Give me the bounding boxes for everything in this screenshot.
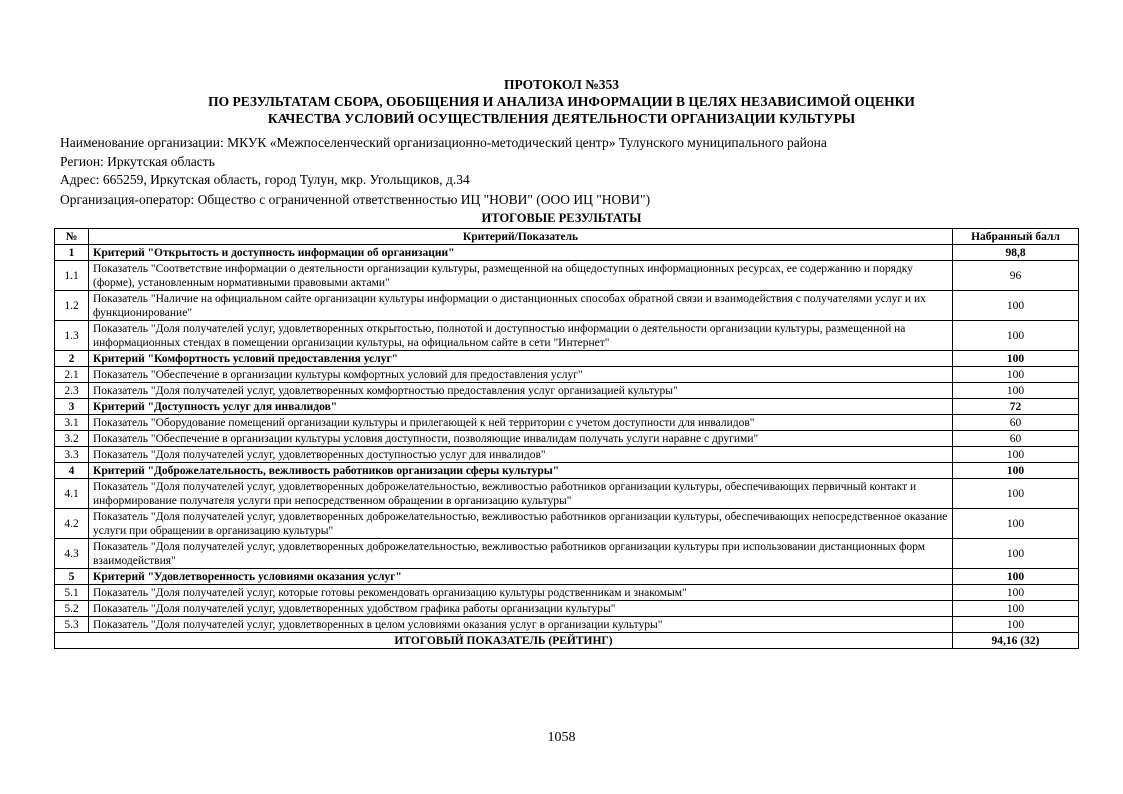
row-number: 2.1	[55, 367, 89, 383]
indicator-row	[55, 383, 1079, 399]
indicator-row	[55, 447, 1079, 463]
indicator-row	[55, 617, 1079, 633]
row-number: 5.3	[55, 617, 89, 633]
indicator-row	[55, 367, 1079, 383]
organization-name: Наименование организации: МКУК «Межпоселенческий организационно-методический центр» Тулунского муниципального района	[60, 135, 827, 150]
criterion-row	[55, 399, 1079, 415]
row-number: 1.3	[55, 321, 89, 351]
row-name: Показатель "Наличие на официальном сайте организации культуры информации о дистанционных способах обратной связи и взаимодействия с получателями услуг и их функционирование"	[89, 291, 953, 321]
indicator-row	[55, 431, 1079, 447]
total-row	[55, 633, 1079, 649]
row-score: 100	[953, 447, 1079, 463]
row-score: 100	[953, 367, 1079, 383]
row-name: Показатель "Доля получателей услуг, удовлетворенных открытостью, полнотой и доступностью информации о деятельности организации культуры, размещенной на информационных стендах в помещении организации культуры, на официальном сайте в сети "Интернет"	[89, 321, 953, 351]
protocol-title: ПРОТОКОЛ №353	[503, 77, 620, 92]
header-num: №	[55, 229, 89, 245]
row-score: 100	[953, 617, 1079, 633]
row-number: 4.3	[55, 539, 89, 569]
row-name: Показатель "Доля получателей услуг, удовлетворенных доброжелательностью, вежливостью работников организации культуры при использовании дистанционных форм взаимодействия"	[89, 539, 953, 569]
row-name: Показатель "Доля получателей услуг, удовлетворенных комфортностью предоставления услуг организацией культуры"	[89, 383, 953, 399]
row-score: 60	[953, 431, 1079, 447]
row-name: Критерий "Открытость и доступность информации об организации"	[89, 245, 953, 261]
row-score: 100	[953, 601, 1079, 617]
row-number: 5.1	[55, 585, 89, 601]
row-number: 4	[55, 463, 89, 479]
row-number: 5.2	[55, 601, 89, 617]
page-number: 1058	[547, 730, 576, 745]
row-number: 3	[55, 399, 89, 415]
row-name: Показатель "Обеспечение в организации культуры комфортных условий для предоставления услуг"	[89, 367, 953, 383]
row-score: 100	[953, 351, 1079, 367]
row-name: Показатель "Доля получателей услуг, удовлетворенных в целом условиями оказания услуг в организации культуры"	[89, 617, 953, 633]
row-number: 3.3	[55, 447, 89, 463]
indicator-row	[55, 585, 1079, 601]
indicator-row	[55, 261, 1079, 291]
row-number: 4.1	[55, 479, 89, 509]
row-score: 98,8	[953, 245, 1079, 261]
row-number: 3.2	[55, 431, 89, 447]
row-score: 100	[953, 585, 1079, 601]
row-number: 3.1	[55, 415, 89, 431]
results-body	[55, 245, 1079, 633]
organization-region: Регион: Иркутская область	[60, 153, 215, 169]
row-number: 1.2	[55, 291, 89, 321]
row-score: 100	[953, 509, 1079, 539]
row-score: 100	[953, 463, 1079, 479]
row-name: Показатель "Оборудование помещений организации культуры и прилегающей к ней территории с учетом доступности для инвалидов"	[89, 415, 953, 431]
indicator-row	[55, 601, 1079, 617]
row-score: 100	[953, 539, 1079, 569]
total-label: ИТОГОВЫЙ ПОКАЗАТЕЛЬ (РЕЙТИНГ)	[55, 633, 953, 649]
row-name: Показатель "Доля получателей услуг, удовлетворенных доброжелательностью, вежливостью работников организации культуры, обеспечивающих непосредственное оказание услуги при обращении в организацию культуры"	[89, 509, 953, 539]
organization-operator: Организация-оператор: Общество с ограниченной ответственностью ИЦ "НОВИ" (ООО ИЦ "НОВИ")	[60, 191, 651, 207]
row-name: Критерий "Доброжелательность, вежливость работников организации сферы культуры"	[89, 463, 953, 479]
row-name: Критерий "Доступность услуг для инвалидов"	[89, 399, 953, 415]
row-score: 100	[953, 321, 1079, 351]
results-title: ИТОГОВЫЕ РЕЗУЛЬТАТЫ	[481, 211, 642, 225]
indicator-row	[55, 321, 1079, 351]
row-name: Показатель "Соответствие информации о деятельности организации культуры, размещенной на общедоступных информационных ресурсах, ее содержанию и порядку (форме), установленным нормативными правовыми актами"	[89, 261, 953, 291]
row-score: 100	[953, 479, 1079, 509]
row-score: 60	[953, 415, 1079, 431]
row-name: Показатель "Доля получателей услуг, удовлетворенных доступностью услуг для инвалидов"	[89, 447, 953, 463]
results-table	[54, 228, 1079, 649]
criterion-row	[55, 569, 1079, 585]
protocol-subtitle-line2: КАЧЕСТВА УСЛОВИЙ ОСУЩЕСТВЛЕНИЯ ДЕЯТЕЛЬНОСТИ ОРГАНИЗАЦИИ КУЛЬТУРЫ	[267, 111, 856, 126]
header-score: Набранный балл	[953, 229, 1079, 245]
row-score: 100	[953, 383, 1079, 399]
row-name: Критерий "Комфортность условий предоставления услуг"	[89, 351, 953, 367]
row-name: Показатель "Доля получателей услуг, удовлетворенных доброжелательностью, вежливостью работников организации культуры, обеспечивающих первичный контакт и информирование получателя услуги при непосредственном обращении в организацию культуры"	[89, 479, 953, 509]
organization-address: Адрес: 665259, Иркутская область, город Тулун, мкр. Угольщиков, д.34	[60, 172, 470, 187]
row-name: Показатель "Доля получателей услуг, которые готовы рекомендовать организацию культуры родственникам и знакомым"	[89, 585, 953, 601]
protocol-header	[0, 76, 1123, 127]
row-name: Критерий "Удовлетворенность условиями оказания услуг"	[89, 569, 953, 585]
row-score: 100	[953, 291, 1079, 321]
criterion-row	[55, 351, 1079, 367]
row-score: 96	[953, 261, 1079, 291]
row-number: 1.1	[55, 261, 89, 291]
row-score: 100	[953, 569, 1079, 585]
indicator-row	[55, 291, 1079, 321]
criterion-row	[55, 245, 1079, 261]
total-score: 94,16 (32)	[953, 633, 1079, 649]
header-name: Критерий/Показатель	[89, 229, 953, 245]
row-number: 5	[55, 569, 89, 585]
row-number: 4.2	[55, 509, 89, 539]
organization-info	[60, 134, 1070, 209]
row-name: Показатель "Доля получателей услуг, удовлетворенных удобством графика работы организации культуры"	[89, 601, 953, 617]
indicator-row	[55, 415, 1079, 431]
row-number: 2.3	[55, 383, 89, 399]
criterion-row	[55, 463, 1079, 479]
row-number: 1	[55, 245, 89, 261]
row-name: Показатель "Обеспечение в организации культуры условия доступности, позволяющие инвалидам получать услуги наравне с другими"	[89, 431, 953, 447]
indicator-row	[55, 479, 1079, 509]
indicator-row	[55, 509, 1079, 539]
table-header-row	[55, 229, 1079, 245]
row-score: 72	[953, 399, 1079, 415]
row-number: 2	[55, 351, 89, 367]
protocol-subtitle-line1: ПО РЕЗУЛЬТАТАМ СБОРА, ОБОБЩЕНИЯ И АНАЛИЗА ИНФОРМАЦИИ В ЦЕЛЯХ НЕЗАВИСИМОЙ ОЦЕНКИ	[208, 94, 915, 109]
indicator-row	[55, 539, 1079, 569]
